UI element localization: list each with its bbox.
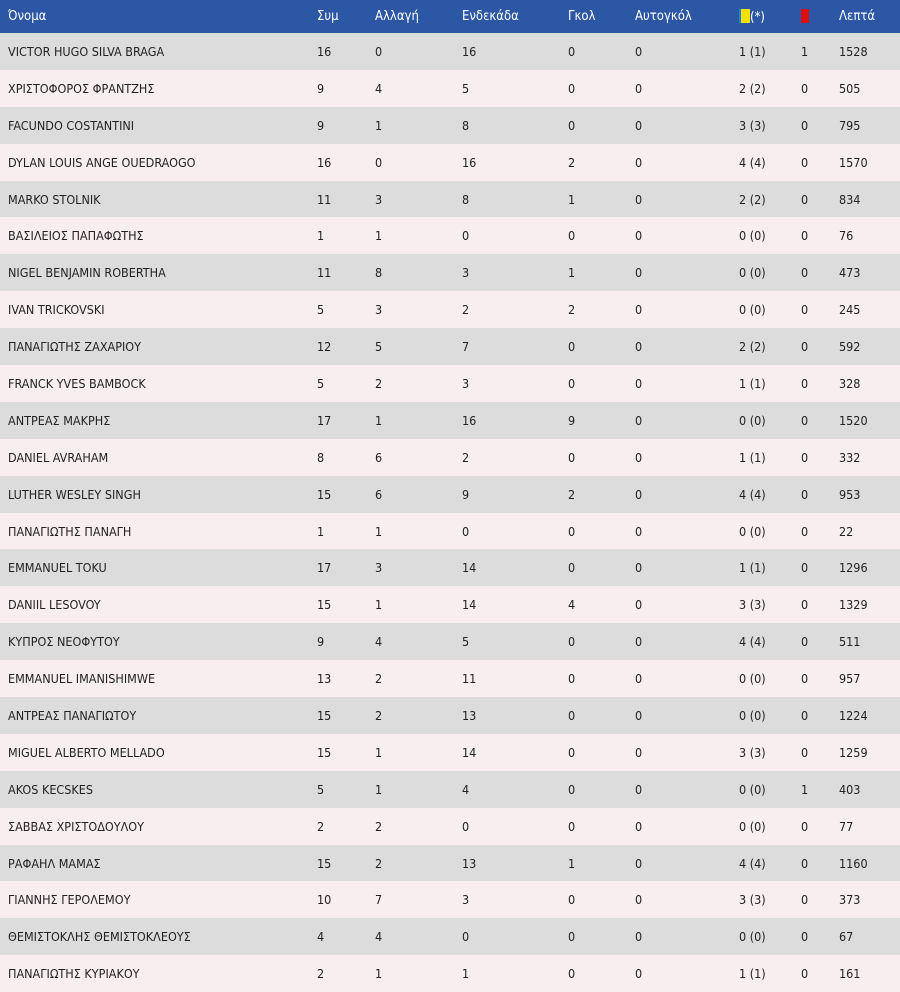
yellow-card-icon [739, 9, 750, 23]
cell-own-goals: 0 [635, 43, 643, 59]
cell-substitutions: 2 [375, 671, 383, 687]
table-row [0, 291, 900, 328]
cell-substitutions: 7 [375, 892, 383, 908]
cell-goals: 0 [568, 228, 576, 244]
cell-starting: 3 [462, 892, 470, 908]
cell-substitutions: 1 [375, 744, 383, 760]
cell-substitutions: 4 [375, 634, 383, 650]
cell-red-cards: 1 [801, 781, 809, 797]
cell-own-goals: 0 [635, 744, 643, 760]
table-row [0, 181, 900, 218]
cell-appearances: 17 [317, 412, 332, 428]
cell-red-cards: 0 [801, 707, 809, 723]
cell-appearances: 5 [317, 375, 325, 391]
cell-red-cards: 0 [801, 265, 809, 281]
cell-substitutions: 1 [375, 117, 383, 133]
cell-minutes: 1528 [839, 43, 868, 59]
cell-yellow-cards: 0 (0) [739, 929, 766, 945]
cell-minutes: 1160 [839, 855, 868, 871]
cell-name[interactable]: ΑΝΤΡΕΑΣ ΠΑΝΑΓΙΩΤΟΥ [8, 707, 137, 723]
cell-red-cards: 0 [801, 634, 809, 650]
cell-goals: 0 [568, 744, 576, 760]
cell-starting: 9 [462, 486, 470, 502]
table-row [0, 402, 900, 439]
cell-appearances: 10 [317, 892, 332, 908]
cell-yellow-cards: 3 (3) [739, 117, 766, 133]
cell-yellow-cards: 1 (1) [739, 449, 766, 465]
header-goals[interactable]: Γκολ [568, 9, 596, 24]
cell-goals: 0 [568, 781, 576, 797]
cell-minutes: 834 [839, 191, 861, 207]
cell-goals: 0 [568, 929, 576, 945]
cell-substitutions: 0 [375, 154, 383, 170]
cell-goals: 0 [568, 560, 576, 576]
cell-starting: 16 [462, 412, 477, 428]
cell-red-cards: 0 [801, 671, 809, 687]
cell-name[interactable]: ΧΡΙΣΤΟΦΟΡΟΣ ΦΡΑΝΤΖΗΣ [8, 80, 155, 96]
cell-own-goals: 0 [635, 265, 643, 281]
cell-starting: 11 [462, 671, 477, 687]
cell-own-goals: 0 [635, 117, 643, 133]
cell-yellow-cards: 0 (0) [739, 523, 766, 539]
table-row [0, 771, 900, 808]
cell-appearances: 8 [317, 449, 325, 465]
table-row [0, 881, 900, 918]
cell-appearances: 9 [317, 117, 325, 133]
header-appearances[interactable]: Συμ [317, 9, 339, 24]
cell-yellow-cards: 2 (2) [739, 339, 766, 355]
cell-appearances: 15 [317, 707, 332, 723]
cell-goals: 0 [568, 80, 576, 96]
cell-starting: 8 [462, 191, 470, 207]
cell-minutes: 332 [839, 449, 861, 465]
cell-substitutions: 1 [375, 412, 383, 428]
cell-substitutions: 1 [375, 597, 383, 613]
cell-yellow-cards: 1 (1) [739, 560, 766, 576]
cell-name[interactable]: ΡΑΦΑΗΛ ΜΑΜΑΣ [8, 855, 101, 871]
header-own-goals[interactable]: Αυτογκόλ [635, 9, 692, 24]
cell-substitutions: 3 [375, 302, 383, 318]
cell-red-cards: 0 [801, 855, 809, 871]
cell-substitutions: 8 [375, 265, 383, 281]
table-row [0, 845, 900, 882]
cell-own-goals: 0 [635, 818, 643, 834]
cell-starting: 0 [462, 818, 470, 834]
cell-name[interactable]: EMMANUEL IMANISHIMWE [8, 671, 156, 687]
table-row [0, 70, 900, 107]
cell-red-cards: 1 [801, 43, 809, 59]
cell-yellow-cards: 0 (0) [739, 412, 766, 428]
cell-red-cards: 0 [801, 966, 809, 982]
cell-appearances: 9 [317, 634, 325, 650]
cell-minutes: 1329 [839, 597, 868, 613]
header-name[interactable]: Όνομα [8, 9, 47, 24]
cell-starting: 0 [462, 523, 470, 539]
table-row [0, 660, 900, 697]
cell-goals: 0 [568, 117, 576, 133]
cell-own-goals: 0 [635, 228, 643, 244]
cell-own-goals: 0 [635, 560, 643, 576]
cell-name[interactable]: FRANCK YVES BAMBOCK [8, 375, 146, 391]
cell-starting: 0 [462, 929, 470, 945]
cell-yellow-cards: 0 (0) [739, 818, 766, 834]
cell-own-goals: 0 [635, 929, 643, 945]
cell-goals: 0 [568, 43, 576, 59]
cell-substitutions: 0 [375, 43, 383, 59]
cell-appearances: 15 [317, 486, 332, 502]
cell-minutes: 505 [839, 80, 861, 96]
table-row [0, 365, 900, 402]
cell-goals: 0 [568, 707, 576, 723]
cell-own-goals: 0 [635, 191, 643, 207]
cell-own-goals: 0 [635, 597, 643, 613]
cell-substitutions: 1 [375, 781, 383, 797]
cell-own-goals: 0 [635, 339, 643, 355]
cell-starting: 1 [462, 966, 470, 982]
cell-appearances: 9 [317, 80, 325, 96]
cell-appearances: 1 [317, 228, 325, 244]
cell-yellow-cards: 0 (0) [739, 671, 766, 687]
cell-appearances: 11 [317, 191, 332, 207]
table-body [0, 33, 900, 992]
cell-goals: 2 [568, 154, 576, 170]
cell-minutes: 1570 [839, 154, 868, 170]
cell-minutes: 953 [839, 486, 861, 502]
cell-red-cards: 0 [801, 339, 809, 355]
cell-minutes: 328 [839, 375, 861, 391]
cell-substitutions: 4 [375, 80, 383, 96]
cell-goals: 1 [568, 855, 576, 871]
cell-own-goals: 0 [635, 892, 643, 908]
cell-substitutions: 3 [375, 560, 383, 576]
cell-name[interactable]: DYLAN LOUIS ANGE OUEDRAOGO [8, 154, 196, 170]
cell-goals: 2 [568, 302, 576, 318]
cell-minutes: 957 [839, 671, 861, 687]
cell-starting: 5 [462, 80, 470, 96]
cell-minutes: 77 [839, 818, 854, 834]
table-row [0, 476, 900, 513]
cell-goals: 0 [568, 449, 576, 465]
cell-starting: 2 [462, 302, 470, 318]
cell-name[interactable]: FACUNDO COSTANTINI [8, 117, 135, 133]
cell-goals: 0 [568, 523, 576, 539]
cell-own-goals: 0 [635, 671, 643, 687]
cell-red-cards: 0 [801, 744, 809, 760]
cell-yellow-cards: 0 (0) [739, 228, 766, 244]
cell-minutes: 473 [839, 265, 861, 281]
cell-appearances: 16 [317, 43, 332, 59]
cell-red-cards: 0 [801, 597, 809, 613]
cell-yellow-cards: 0 (0) [739, 781, 766, 797]
cell-appearances: 12 [317, 339, 332, 355]
cell-minutes: 1259 [839, 744, 868, 760]
table-row [0, 586, 900, 623]
cell-yellow-cards: 2 (2) [739, 80, 766, 96]
cell-goals: 0 [568, 375, 576, 391]
cell-yellow-cards: 3 (3) [739, 744, 766, 760]
cell-minutes: 245 [839, 302, 861, 318]
cell-own-goals: 0 [635, 707, 643, 723]
cell-red-cards: 0 [801, 154, 809, 170]
cell-substitutions: 1 [375, 228, 383, 244]
cell-own-goals: 0 [635, 855, 643, 871]
cell-yellow-cards: 1 (1) [739, 966, 766, 982]
cell-appearances: 2 [317, 818, 325, 834]
cell-name[interactable]: ΓΙΑΝΝΗΣ ΓΕΡΟΛΕΜΟΥ [8, 892, 131, 908]
cell-name[interactable]: LUTHER WESLEY SINGH [8, 486, 141, 502]
header-red-cards[interactable] [793, 0, 831, 33]
cell-name[interactable]: IVAN TRICKOVSKI [8, 302, 105, 318]
cell-red-cards: 0 [801, 818, 809, 834]
cell-red-cards: 0 [801, 560, 809, 576]
cell-minutes: 67 [839, 929, 854, 945]
cell-yellow-cards: 4 (4) [739, 634, 766, 650]
cell-starting: 13 [462, 707, 477, 723]
cell-name[interactable]: ΚΥΠΡΟΣ ΝΕΟΦΥΤΟΥ [8, 634, 120, 650]
table-row [0, 955, 900, 992]
cell-red-cards: 0 [801, 486, 809, 502]
cell-name[interactable]: AKOS KECSKES [8, 781, 94, 797]
cell-appearances: 15 [317, 744, 332, 760]
cell-name[interactable]: MIGUEL ALBERTO MELLADO [8, 744, 165, 760]
cell-starting: 3 [462, 265, 470, 281]
cell-goals: 0 [568, 339, 576, 355]
cell-yellow-cards: 3 (3) [739, 597, 766, 613]
table-row [0, 144, 900, 181]
cell-name[interactable]: DANIIL LESOVOY [8, 597, 101, 613]
cell-minutes: 161 [839, 966, 861, 982]
table-row [0, 439, 900, 476]
cell-starting: 0 [462, 228, 470, 244]
cell-starting: 4 [462, 781, 470, 797]
table-row [0, 734, 900, 771]
cell-red-cards: 0 [801, 228, 809, 244]
cell-name[interactable]: DANIEL AVRAHAM [8, 449, 109, 465]
cell-starting: 16 [462, 43, 477, 59]
cell-appearances: 5 [317, 302, 325, 318]
cell-yellow-cards: 1 (1) [739, 43, 766, 59]
cell-substitutions: 2 [375, 855, 383, 871]
cell-own-goals: 0 [635, 634, 643, 650]
table-header-row [0, 0, 900, 33]
header-yellow-suffix: (*) [750, 9, 765, 25]
table-row [0, 697, 900, 734]
cell-name[interactable]: EMMANUEL TOKU [8, 560, 107, 576]
cell-own-goals: 0 [635, 966, 643, 982]
cell-red-cards: 0 [801, 449, 809, 465]
cell-starting: 16 [462, 154, 477, 170]
cell-red-cards: 0 [801, 892, 809, 908]
cell-red-cards: 0 [801, 302, 809, 318]
cell-substitutions: 2 [375, 375, 383, 391]
cell-goals: 1 [568, 191, 576, 207]
cell-minutes: 22 [839, 523, 854, 539]
cell-minutes: 373 [839, 892, 861, 908]
cell-goals: 0 [568, 671, 576, 687]
cell-own-goals: 0 [635, 80, 643, 96]
cell-goals: 4 [568, 597, 576, 613]
cell-substitutions: 5 [375, 339, 383, 355]
cell-appearances: 17 [317, 560, 332, 576]
cell-red-cards: 0 [801, 523, 809, 539]
cell-red-cards: 0 [801, 191, 809, 207]
cell-minutes: 1224 [839, 707, 868, 723]
header-starting[interactable]: Ενδεκάδα [462, 9, 519, 24]
cell-yellow-cards: 4 (4) [739, 486, 766, 502]
cell-substitutions: 2 [375, 818, 383, 834]
cell-yellow-cards: 3 (3) [739, 892, 766, 908]
cell-own-goals: 0 [635, 486, 643, 502]
cell-name[interactable]: ΣΑΒΒΑΣ ΧΡΙΣΤΟΔΟΥΛΟΥ [8, 818, 145, 834]
cell-name[interactable]: ΒΑΣΙΛΕΙΟΣ ΠΑΠΑΦΩΤΗΣ [8, 228, 144, 244]
cell-own-goals: 0 [635, 781, 643, 797]
cell-substitutions: 3 [375, 191, 383, 207]
cell-goals: 2 [568, 486, 576, 502]
cell-name[interactable]: ΠΑΝΑΓΙΩΤΗΣ ΠΑΝΑΓΗ [8, 523, 132, 539]
cell-name[interactable]: ΘΕΜΙΣΤΟΚΛΗΣ ΘΕΜΙΣΤΟΚΛΕΟΥΣ [8, 929, 191, 945]
cell-goals: 1 [568, 265, 576, 281]
cell-appearances: 15 [317, 597, 332, 613]
cell-own-goals: 0 [635, 449, 643, 465]
cell-starting: 3 [462, 375, 470, 391]
cell-goals: 0 [568, 966, 576, 982]
cell-red-cards: 0 [801, 929, 809, 945]
cell-starting: 14 [462, 597, 477, 613]
cell-name[interactable]: MARKO STOLNIK [8, 191, 101, 207]
cell-substitutions: 6 [375, 449, 383, 465]
cell-starting: 14 [462, 744, 477, 760]
table-row [0, 549, 900, 586]
cell-appearances: 13 [317, 671, 332, 687]
cell-appearances: 5 [317, 781, 325, 797]
cell-appearances: 4 [317, 929, 325, 945]
cell-substitutions: 6 [375, 486, 383, 502]
table-row [0, 808, 900, 845]
cell-yellow-cards: 0 (0) [739, 265, 766, 281]
cell-red-cards: 0 [801, 117, 809, 133]
cell-yellow-cards: 1 (1) [739, 375, 766, 391]
cell-red-cards: 0 [801, 375, 809, 391]
table-row [0, 623, 900, 660]
red-card-icon [801, 9, 809, 23]
cell-goals: 0 [568, 818, 576, 834]
cell-own-goals: 0 [635, 302, 643, 318]
cell-starting: 13 [462, 855, 477, 871]
cell-own-goals: 0 [635, 412, 643, 428]
cell-yellow-cards: 2 (2) [739, 191, 766, 207]
cell-red-cards: 0 [801, 80, 809, 96]
cell-substitutions: 4 [375, 929, 383, 945]
cell-starting: 5 [462, 634, 470, 650]
cell-own-goals: 0 [635, 375, 643, 391]
cell-starting: 8 [462, 117, 470, 133]
cell-name[interactable]: ΠΑΝΑΓΙΩΤΗΣ ΖΑΧΑΡΙΟΥ [8, 339, 142, 355]
header-substitutions[interactable]: Αλλαγή [375, 9, 419, 24]
cell-appearances: 15 [317, 855, 332, 871]
table-row [0, 918, 900, 955]
cell-appearances: 1 [317, 523, 325, 539]
cell-minutes: 592 [839, 339, 861, 355]
cell-name[interactable]: NIGEL BENJAMIN ROBERTHA [8, 265, 166, 281]
cell-appearances: 2 [317, 966, 325, 982]
cell-minutes: 76 [839, 228, 854, 244]
cell-goals: 0 [568, 892, 576, 908]
table-row [0, 513, 900, 550]
cell-minutes: 1520 [839, 412, 868, 428]
table-row [0, 217, 900, 254]
cell-minutes: 403 [839, 781, 861, 797]
cell-appearances: 16 [317, 154, 332, 170]
table-row [0, 328, 900, 365]
cell-yellow-cards: 4 (4) [739, 855, 766, 871]
table-row [0, 33, 900, 70]
cell-red-cards: 0 [801, 412, 809, 428]
cell-yellow-cards: 4 (4) [739, 154, 766, 170]
cell-minutes: 511 [839, 634, 861, 650]
cell-name[interactable]: VICTOR HUGO SILVA BRAGA [8, 43, 165, 59]
cell-own-goals: 0 [635, 154, 643, 170]
cell-own-goals: 0 [635, 523, 643, 539]
cell-yellow-cards: 0 (0) [739, 302, 766, 318]
cell-minutes: 1296 [839, 560, 868, 576]
cell-starting: 2 [462, 449, 470, 465]
cell-yellow-cards: 0 (0) [739, 707, 766, 723]
cell-starting: 7 [462, 339, 470, 355]
header-minutes[interactable]: Λεπτά [839, 9, 876, 24]
header-yellow-cards[interactable] [731, 0, 793, 33]
cell-substitutions: 1 [375, 966, 383, 982]
cell-name[interactable]: ΑΝΤΡΕΑΣ ΜΑΚΡΗΣ [8, 412, 111, 428]
cell-substitutions: 1 [375, 523, 383, 539]
table-row [0, 107, 900, 144]
cell-substitutions: 2 [375, 707, 383, 723]
cell-name[interactable]: ΠΑΝΑΓΙΩΤΗΣ ΚΥΡΙΑΚΟΥ [8, 966, 140, 982]
cell-starting: 14 [462, 560, 477, 576]
cell-appearances: 11 [317, 265, 332, 281]
cell-minutes: 795 [839, 117, 861, 133]
cell-goals: 0 [568, 634, 576, 650]
table-row [0, 254, 900, 291]
cell-goals: 9 [568, 412, 576, 428]
